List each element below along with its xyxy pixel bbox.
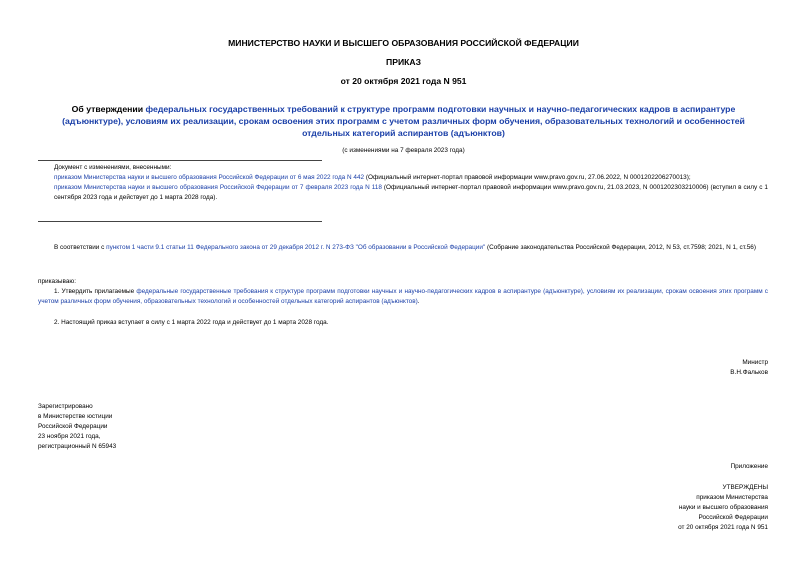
- registration-line-4: 23 ноября 2021 года,: [38, 433, 101, 440]
- signature-block: [730, 358, 768, 378]
- point-1-end: .: [417, 298, 420, 305]
- registration-line-1: Зарегистрировано: [38, 403, 93, 410]
- point-1-start: 1. Утвердить прилагаемые: [54, 288, 137, 295]
- approval-line-4: Российской Федерации: [698, 514, 768, 521]
- preamble-start: В соответствии с: [54, 244, 107, 251]
- change-item-2-link[interactable]: приказом Министерства науки и высшего образования Российской Федерации от 7 февраля 2023 года N 118: [54, 184, 382, 191]
- divider-top: [38, 160, 322, 161]
- document-type: ПРИКАЗ: [386, 57, 421, 67]
- registration-line-2: в Министерстве юстиции: [38, 413, 113, 420]
- change-item-2: [38, 183, 768, 203]
- signature-position: Министр: [742, 359, 768, 366]
- approval-block: [678, 483, 768, 533]
- preamble: [38, 243, 768, 253]
- approval-line-2: приказом Министерства: [696, 494, 768, 501]
- changes-intro: Документ с изменениями, внесенными:: [54, 164, 172, 171]
- registration-block: [38, 402, 116, 452]
- title-link[interactable]: федеральных государственных требований к структуре программ подготовки научных и научно-педагогических кадров в аспирантуре (адъюнктуре), условиям их реализации, срокам освоения этих программ с учетом различных форм обучения, образовательных технологий и особенностей отдельных категорий аспирантов (адъюнктов): [62, 104, 745, 138]
- preamble-law-link[interactable]: пунктом 1 части 9.1 статьи 11 Федерального закона от 29 декабря 2012 г. N 273-ФЗ "Об образовании в Российской Федерации": [106, 244, 486, 251]
- approval-line-5: от 20 октября 2021 года N 951: [678, 524, 768, 531]
- point-1-link[interactable]: федеральные государственные требования к структуре программ подготовки научных и научно-педагогических кадров в аспирантуре (адъюнктуре), условиям их реализации, срокам освоения этих программ с учетом различных форм обучения, образовательных технологий и особенностей отдельных категорий аспирантов (адъюнктов): [38, 288, 768, 305]
- change-item-1-text: (Официальный интернет-портал правовой информации www.pravo.gov.ru, 27.06.2022, N 0001202206270013);: [364, 174, 691, 181]
- approval-line-1: УТВЕРЖДЕНЫ: [722, 484, 768, 491]
- appendix-label: Приложение: [730, 463, 768, 470]
- change-item-1: [38, 173, 768, 183]
- order-word: приказываю:: [38, 278, 76, 285]
- preamble-rest: (Собрание законодательства Российской Федерации, 2012, N 53, ст.7598; 2021, N 1, ст.56): [485, 244, 756, 251]
- document-title: [52, 103, 755, 139]
- document-date-number: от 20 октября 2021 года N 951: [340, 76, 467, 86]
- change-item-1-link[interactable]: приказом Министерства науки и высшего образования Российской Федерации от 6 мая 2022 года N 442: [54, 174, 365, 181]
- change-item-2-text: (Официальный интернет-портал правовой информации www.pravo.gov.ru, 21.03.2023, N 0001202303210006) (вступил в силу с 1 сентября 2023 года и действует до 1 марта 2028 года).: [54, 184, 768, 201]
- point-1: [38, 287, 768, 307]
- registration-line-5: регистрационный N 65943: [38, 443, 117, 450]
- registration-line-3: Российской Федерации: [38, 423, 108, 430]
- divider-bottom: [38, 221, 322, 222]
- revision-note: (с изменениями на 7 февраля 2023 года): [342, 147, 465, 154]
- point-2: 2. Настоящий приказ вступает в силу с 1 марта 2022 года и действует до 1 марта 2028 года.: [54, 319, 329, 326]
- signature-name: В.Н.Фальков: [730, 369, 768, 376]
- changes-block: [38, 163, 768, 203]
- title-prefix: Об утверждении: [71, 104, 146, 114]
- approval-line-3: науки и высшего образования: [678, 504, 768, 511]
- ministry-heading: МИНИСТЕРСТВО НАУКИ И ВЫСШЕГО ОБРАЗОВАНИЯ РОССИЙСКОЙ ФЕДЕРАЦИИ: [228, 38, 579, 48]
